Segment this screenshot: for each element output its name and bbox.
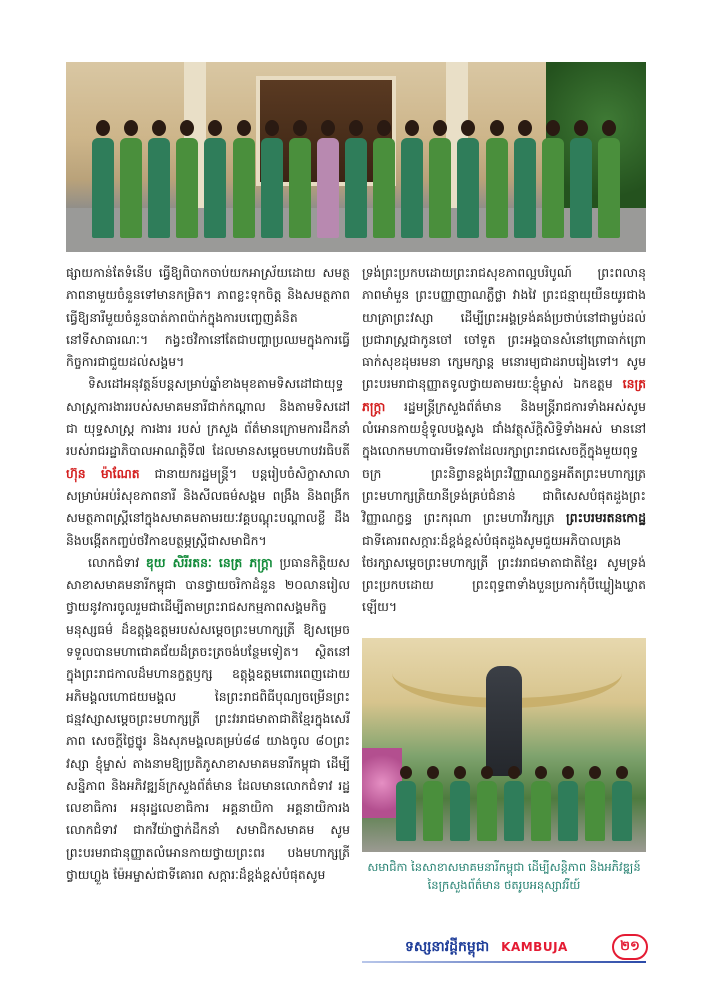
paragraph-text: ជានាយករដ្ឋមន្ត្រី។ បន្តរៀបចំសិក្ខាសាលាសម្រាប់អប់រំសុខភាពនារី និងសីលធម៌សង្គម ពង្រឹង និងពង្រីកសមត្ថភាពស្ត្រីនៅក្នុងសមាគមតាមរយៈវគ្គបណ្ដុះបណ្ដាលខ្លី ដឹង និងបង្កើតកញ្ចប់ថវិកាឧបត្ថម្ភស្ត្រីជាសមាជិក។ bbox=[66, 465, 350, 548]
statue bbox=[486, 666, 522, 776]
bottom-group-photo bbox=[362, 638, 646, 852]
minister-name: នេត្រ ភក្ត្រា bbox=[362, 376, 646, 414]
paragraph-text: ទិសដៅអនុវត្តន៍បន្តសម្រាប់ឆ្នាំខាងមុខតាមទិសដៅជាយុទ្ធសាស្ត្រការងាររបស់សមាគមនារីជាក់កណ្ដាល និងតាមទិសដៅ ជា យុទ្ធសាស្ត្រ ការងារ របស់ ក្រសួង ព័ត៌មានក្រោមការដឹកនាំរបស់រាជរដ្ឋាភិបាលអាណត្តិទី៧ ដែលមានសម្ដេចមហាបវរធិបតី bbox=[66, 376, 350, 459]
page-number: ២១ bbox=[612, 934, 648, 960]
paragraph-text: ជាទីគោរពសក្ការៈដ៏ខ្ពង់ខ្ពស់បំផុតដួងសូមជួយអភិបាលគ្រងថែរក្សាសម្ដេចព្រះមហាក្សត្រី ព្រះវររាជមាតាជាតិខ្មែរ សូមទ្រង់ព្រះប្រកបដោយ ព្រះពុទ្ធពាទាំងបួនប្រការកុំបីឃ្លៀងឃ្លាតឡើយ។ bbox=[362, 532, 646, 615]
left-text-column bbox=[66, 262, 350, 886]
magazine-title: ទស្សនាវដ្តីកម្ពុជា bbox=[405, 938, 490, 955]
paragraph-text: ទ្រង់ព្រះប្រកបដោយព្រះរាជសុខភាពល្អបរិបូណ៍ ព្រះពលានុភាពមាំមួន ព្រះបញ្ញាញាណភ្លឺថ្លា វាងវៃ ព្រះជន្មាយុយឺនយូរជាងយាត្រាព្រះវស្សា ដើម្បីព្រះអង្គទ្រង់គង់ប្រថាប់នៅជាម្លប់ដល់ប្រជារាស្ត្រជាកូនចៅ ចៅទួត ព្រះអង្គបានសំនៅព្រោធាក់ព្រោធាក់សុខដុមរមនា ក្សេមក្សាន្ត មនោរម្យជាដរាបរៀងទៅ។ សូមព្រះបរមរាជានុញ្ញាតទូលថ្វាយតាមរយៈខ្ញុំម្ចាស់ ឯកឧត្តម bbox=[362, 265, 646, 392]
paragraph-text: រដ្ឋមន្ត្រីក្រសួងព័ត៌មាន និងមន្ត្រីរាជការទាំងអស់សូមលំអោនកាយខ្ញុំទូលបង្គសូង ជាំងវត្ថុស័ក្តិសិទ្ធិទាំងអស់ មាននៅក្នុងលោកមហាបារមីទេវតាដែលរក្សាព្រះរាជសេចក្តីក្នុងមួយពុទ្ធចក្រ ព្រះនិព្វានខ្ពង់ព្រះវិញ្ញាណក្ខន្ធអតីតព្រះមហាក្សត្រព្រះមហាក្សត្រិយានីទ្រង់គ្រប់ជំនាន់ ជាពិសេសបំផុតដួងព្រះវិញ្ញាណក្ខន្ធ ព្រះករុណា ព្រះមហាវីរក្សត្រ bbox=[362, 398, 646, 526]
magazine-brand: KAMBUJA bbox=[501, 940, 568, 954]
page-footer bbox=[405, 932, 568, 962]
paragraph-text: ប្រធានកិត្តិយសសាខាសមាគមនារីកម្ពុជា បានថ្វាយចរិកាដំនួន ២០លានរៀលថ្វាយនូវការចូលរួមជាដើម្បីតាមព្រះរាជសកម្មភាពសង្គមកិច្ចមនុស្សធម៌ ដ៏ឧត្តុង្គឧត្តមរបស់សម្ដេចព្រះមហាក្សត្រី ឱ្យសម្រេចទទួលបានមហាជោគជ័យដ៏ត្រចះត្រចង់បន្ថែមទៀត។ ស្ថិតនៅក្នុងព្រះរាជកាលដ៏មហានក្ខត្តឫក្ស ឧត្តុង្គឧត្តមពោរពេញដោយអភិមង្គលហោជយមង្គល នៃព្រះរាជពិធីបុណ្យចម្រើនព្រះជន្មវស្សាសម្ដេចព្រះមហាក្សត្រី ព្រះវររាជមាតាជាតិខ្មែរក្នុងសេរីភាព សេចក្ដីថ្លៃថ្នូរ និងសុភមង្គលគម្រប់៨៨ យាងចូល ៨០ព្រះវស្សា ខ្ញុំម្ចាស់ តាងនាមឱ្យប្រតិភូសាខាសមាគមនារីកម្ពុជា ដើម្បីសន្និភាព និងអភិវឌ្ឍន៍ក្រសួងព័ត៌មាន ដែលមានលោកជំទាវ រដ្ឋលេខាធិការ អនុរដ្ឋលេខាធិការ អគ្គនាយិកា អគ្គនាយិការង លោកជំទាវ ជាកវីយ៉ាថ្នាក់ដឹកនាំ សមាជិកសមាគម សូមព្រះបរមរាជានុញ្ញាតលំអោនកាយថ្វាយព្រះពរ បងមហាក្សត្រីថ្វាយហ្លួង ម៉ែអម្ចាស់ជាទីគោរព សក្ការៈដ៏ខ្ពង់ខ្ពស់បំផុតសូម bbox=[66, 554, 350, 883]
group-of-people bbox=[396, 766, 632, 842]
top-group-photo bbox=[66, 62, 646, 252]
prime-minister-name: ហ៊ុន ម៉ាណែត bbox=[66, 465, 140, 481]
group-of-people bbox=[92, 120, 620, 240]
footer-rule bbox=[362, 961, 646, 963]
photo-caption: សមាជិកា នៃសាខាសមាគមនារីកម្ពុជា ដើម្បីសន្តិភាព និងអភិវឌ្ឍន៍ នៃក្រសួងព័ត៌មាន ថតរូបអនុស្សាវរីយ៍ bbox=[367, 860, 641, 892]
paragraph bbox=[362, 262, 646, 619]
honorary-president-name: ឌុយ សិរីរតនៈ នេត្រ ភក្ត្រា bbox=[145, 554, 273, 570]
king-name: ព្រះបរមរតនកោដ្ឋ bbox=[566, 510, 646, 526]
right-text-column bbox=[362, 262, 646, 619]
paragraph-text: លោកជំទាវ bbox=[88, 554, 140, 570]
paragraph bbox=[66, 552, 350, 886]
paragraph: ផ្សាយកាន់តែទំនើប ធ្វើឱ្យពិបាកចាប់យកអាស្រ័យដោយ សមត្ថភាពនាមួយចំនួនទៅមានកម្រិត។ ភាពខ្លះទុកចិត្ត និងសមត្ថភាពធ្វើឱ្យនារីមួយចំនួនបាត់ភាពប៉ាក់ក្នុងការបញ្ចេញគំនិតនៅទីសាធារណៈ។ កង្វះថវិកានៅតែជាបញ្ហាប្រឈមក្នុងការធ្វើកិច្ចការជាជួយដល់សង្គម។ bbox=[66, 265, 350, 370]
paragraph bbox=[66, 373, 350, 551]
